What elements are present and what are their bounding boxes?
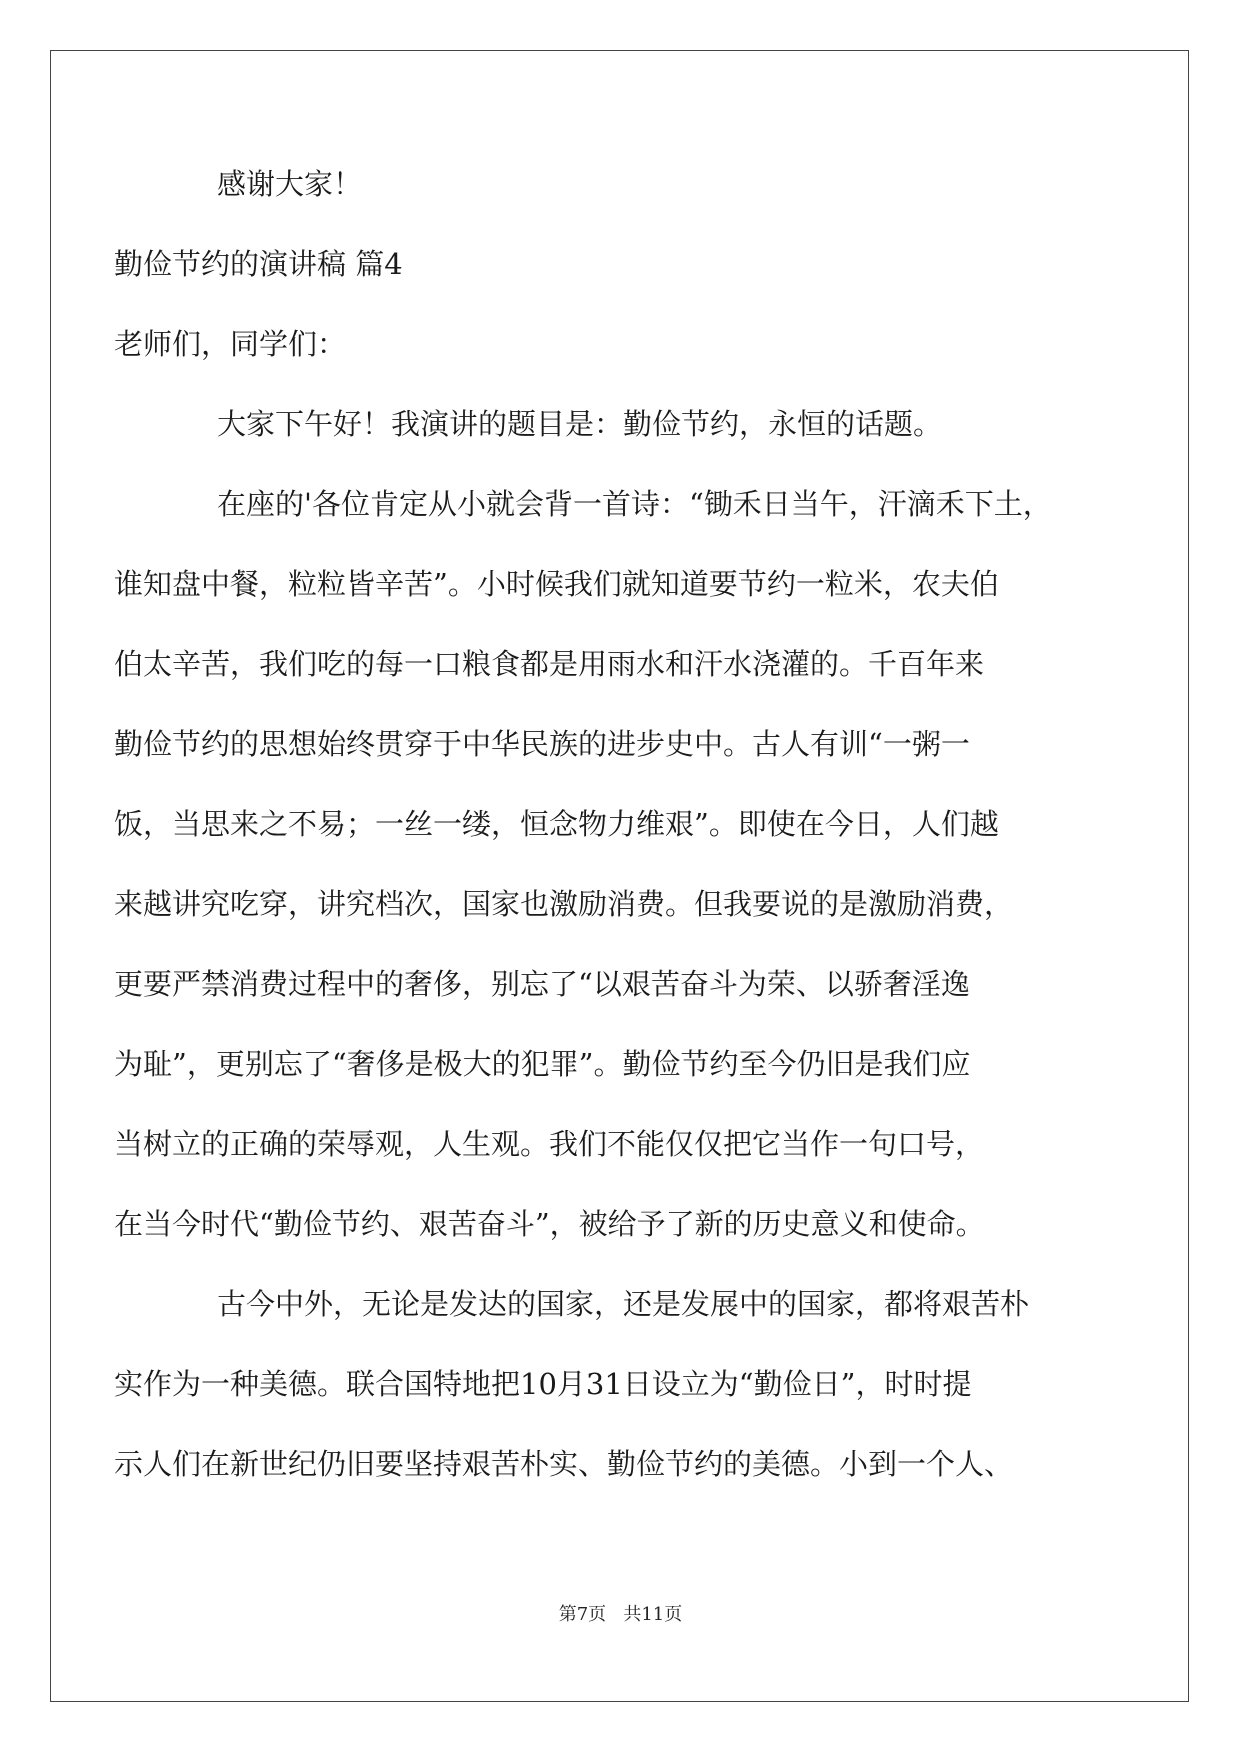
section-heading: 勤俭节约的演讲稿 篇4	[114, 247, 403, 281]
paragraph-line: 谁知盘中餐，粒粒皆辛苦”。小时候我们就知道要节约一粒米，农夫伯	[114, 567, 999, 601]
page-total: 共11页	[623, 1604, 683, 1625]
paragraph-line: 伯太辛苦，我们吃的每一口粮食都是用雨水和汗水浇灌的。千百年来	[114, 647, 985, 681]
paragraph-line: 为耻”，更别忘了“奢侈是极大的犯罪”。勤俭节约至今仍旧是我们应	[114, 1047, 971, 1081]
paragraph-line: 当树立的正确的荣辱观，人生观。我们不能仅仅把它当作一句口号，	[114, 1127, 985, 1161]
closing-line: 感谢大家！	[217, 167, 363, 201]
paragraph-line: 更要严禁消费过程中的奢侈，别忘了“以艰苦奋斗为荣、以骄奢淫逸	[114, 967, 970, 1001]
paragraph-line: 在座的'各位肯定从小就会背一首诗：“锄禾日当午，汗滴禾下土，	[217, 487, 1052, 521]
paragraph-line: 示人们在新世纪仍旧要坚持艰苦朴实、勤俭节约的美德。小到一个人、	[114, 1447, 1014, 1481]
page-number: 第7页	[558, 1604, 607, 1625]
paragraph-line: 古今中外，无论是发达的国家，还是发展中的国家，都将艰苦朴	[217, 1287, 1030, 1321]
salutation: 老师们，同学们：	[114, 327, 347, 361]
paragraph-line: 来越讲究吃穿，讲究档次，国家也激励消费。但我要说的是激励消费，	[114, 887, 1014, 921]
paragraph-line: 大家下午好！我演讲的题目是：勤俭节约，永恒的话题。	[217, 407, 943, 441]
paragraph-line: 实作为一种美德。联合国特地把10月31日设立为“勤俭日”，时时提	[114, 1367, 972, 1401]
page-footer	[0, 1603, 1241, 1627]
page-frame	[50, 50, 1189, 1702]
paragraph-line: 在当今时代“勤俭节约、艰苦奋斗”，被给予了新的历史意义和使命。	[114, 1207, 985, 1241]
paragraph-line: 勤俭节约的思想始终贯穿于中华民族的进步史中。古人有训“一粥一	[114, 727, 970, 761]
paragraph-line: 饭，当思来之不易；一丝一缕，恒念物力维艰”。即使在今日，人们越	[114, 807, 999, 841]
